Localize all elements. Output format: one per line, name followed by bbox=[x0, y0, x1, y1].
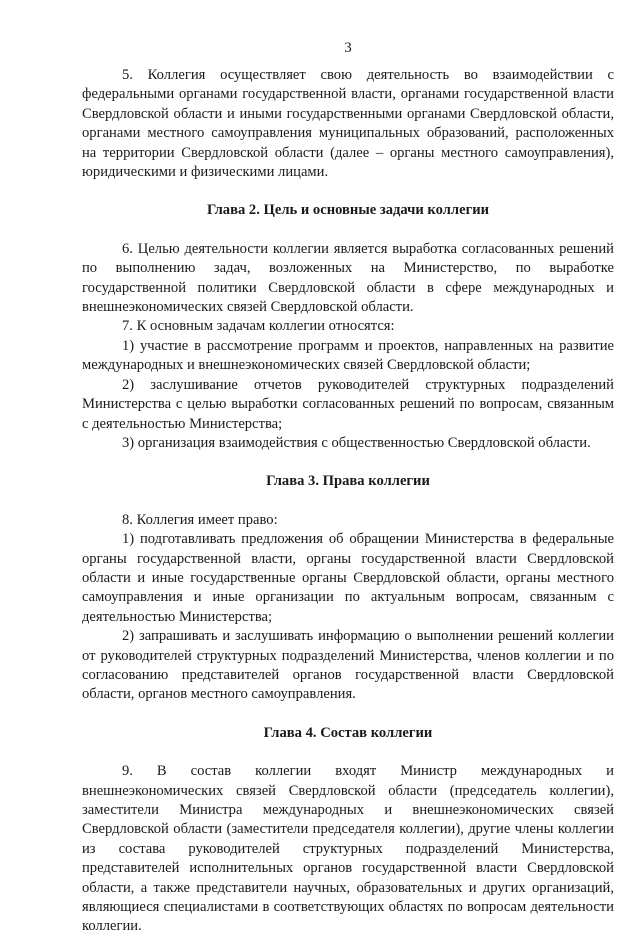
document-page bbox=[82, 38, 614, 937]
chapter-2-title: Глава 2. Цель и основные задачи коллегии bbox=[206, 202, 490, 219]
paragraph-9: 9. В состав коллегии входят Министр международных и внешнеэкономических связей Свердловской области (председатель коллегии), заместители Министра международных и внешнеэкономических связей Свердловской области (заместители председателя коллегии), другие члены коллегии из состава руководителей структурных подразделений Министерства, представителей исполнительных органов государственной власти Свердловской области, а также представители научных, образовательных и других организаций, являющиеся специалистами в соответствующих областях по вопросам деятельности коллегии. bbox=[82, 763, 614, 935]
paragraph-7-item-3: 3) организация взаимодействия с общественностью Свердловской области. bbox=[122, 434, 591, 451]
paragraph-7-item-1: 1) участие в рассмотрение программ и проектов, направленных на развитие международных и внешнеэкономических связей Свердловской области; bbox=[82, 337, 614, 374]
paragraph-8-item-2: 2) запрашивать и заслушивать информацию о выполнении решений коллегии от руководителей структурных подразделений Министерства, членов коллегии и по согласованию представителей органов государственной власти Свердловской области, органов местного самоуправления. bbox=[82, 628, 614, 703]
page-number: 3 bbox=[344, 40, 352, 56]
paragraph-6: 6. Целью деятельности коллегии является выработка согласованных решений по выполнению задач, возложенных на Министерство, по выработке государственной политики Свердловской области в сфере международных и внешнеэкономических связей Свердловской области. bbox=[82, 240, 614, 316]
paragraph-7: 7. К основным задачам коллегии относятся: bbox=[122, 318, 395, 335]
paragraph-8: 8. Коллегия имеет право: bbox=[122, 511, 278, 528]
chapter-3-title: Глава 3. Права коллегии bbox=[266, 473, 430, 490]
paragraph-8-item-1: 1) подготавливать предложения об обращении Министерства в федеральные органы государственной власти, органы государственной власти Свердловской области и иные государственные органы Свердловской области, органы местного самоуправления и иные организации по актуальным вопросам, связанным с деятельностью Министерства; bbox=[82, 531, 614, 625]
paragraph-7-item-2: 2) заслушивание отчетов руководителей структурных подразделений Министерства с целью выработки согласованных решений по вопросам, связанным с деятельностью Министерства; bbox=[82, 376, 614, 432]
chapter-4-title: Глава 4. Состав коллегии bbox=[263, 724, 433, 741]
paragraph-5: 5. Коллегия осуществляет свою деятельность во взаимодействии с федеральными органами государственной власти, органами государственной власти Свердловской области и иными государственными органами Свердловской области, органами местного самоуправления муниципальных образований, расположенных на территории Свердловской области (далее – органы местного самоуправления), юридическими и физическими лицами. bbox=[82, 67, 614, 181]
